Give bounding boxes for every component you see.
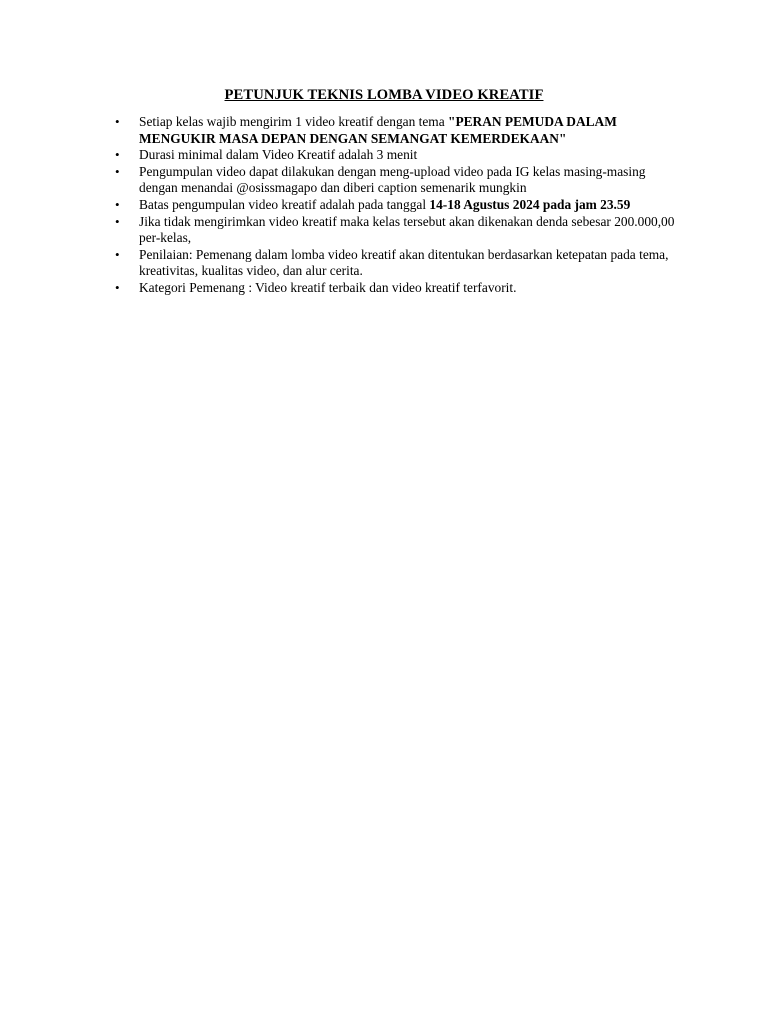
list-item — [115, 147, 679, 164]
bullet-icon: • — [115, 279, 120, 295]
list-item-text: Penilaian: Pemenang dalam lomba video kreatif akan ditentukan berdasarkan ketepatan pada tema, kreativitas, kualitas video, dan alur cerita. — [139, 246, 669, 279]
list-item-text: Kategori Pemenang : Video kreatif terbaik dan video kreatif terfavorit. — [139, 279, 517, 295]
list-item — [115, 163, 679, 197]
list-item — [115, 279, 679, 297]
list-item — [115, 246, 679, 280]
list-item — [115, 213, 679, 247]
document-title: PETUNJUK TEKNIS LOMBA VIDEO KREATIF — [224, 87, 544, 103]
list-item — [115, 114, 679, 147]
list-item-text: Setiap kelas wajib mengirim 1 video kreatif dengan tema — [139, 114, 449, 129]
list-item-text: Batas pengumpulan video kreatif adalah pada tanggal — [139, 196, 430, 212]
list-item — [115, 196, 679, 214]
bullet-icon: • — [115, 147, 120, 163]
list-item-text: Jika tidak mengirimkan video kreatif maka kelas tersebut akan dikenakan denda sebesar 200.000,00 per-kelas, — [139, 213, 675, 246]
deadline-text: 14-18 Agustus 2024 pada jam 23.59 — [429, 196, 631, 212]
bullet-icon: • — [115, 246, 120, 262]
list-item-text: Durasi minimal dalam Video Kreatif adalah 3 menit — [139, 147, 418, 163]
bullet-icon: • — [115, 114, 120, 129]
bullet-icon: • — [115, 163, 120, 179]
bullet-icon: • — [115, 213, 120, 229]
rules-list — [115, 114, 679, 297]
bullet-icon: • — [115, 196, 120, 212]
list-item-text: Pengumpulan video dapat dilakukan dengan meng-upload video pada IG kelas masing-masing dengan menandai @osissmagapo dan diberi caption semenarik mungkin — [139, 163, 646, 196]
theme-text: "PERAN PEMUDA DALAM MENGUKIR MASA DEPAN DENGAN SEMANGAT KEMERDEKAAN" — [139, 114, 617, 146]
